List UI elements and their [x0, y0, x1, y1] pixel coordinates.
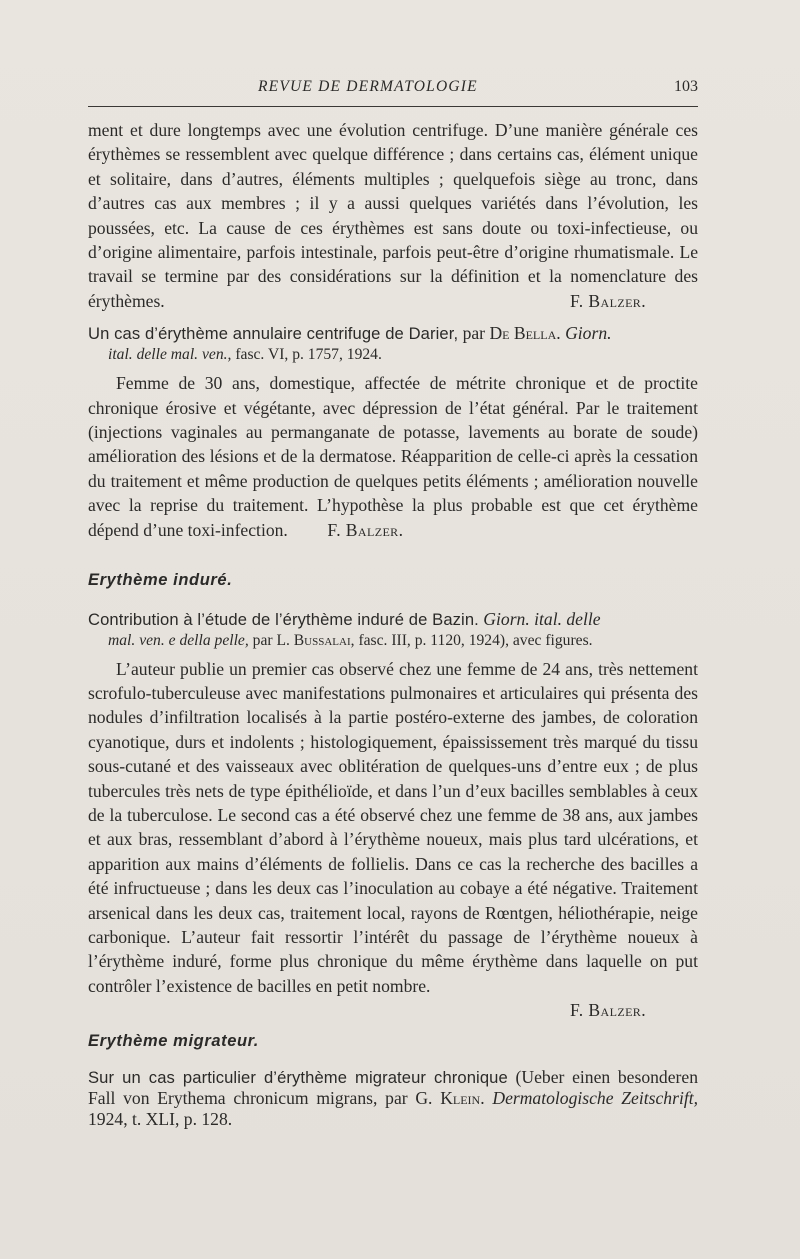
entry-journal-cont: mal. ven. e della pelle,	[108, 631, 249, 649]
signature-line	[88, 998, 698, 1022]
entry-author: Bussalai,	[293, 631, 355, 649]
entry-title	[88, 609, 698, 651]
entry-title	[88, 1067, 698, 1130]
signature: F. Balzer.	[570, 1000, 646, 1021]
entry-title-continuation	[88, 344, 698, 365]
entry-title	[88, 323, 698, 365]
entry-journal: Giorn. ital. delle	[483, 608, 601, 629]
abstract-paragraph	[88, 657, 698, 999]
entry-reference: 1924, t. XLI, p. 128.	[88, 1109, 233, 1130]
entry-original-title: (Ueber einen besonderen Fall von Erythema chronicum migrans,	[88, 1067, 698, 1109]
entry-by: par L.	[252, 631, 290, 649]
continued-paragraph-text: ment et dure longtemps avec une évolution centrifuge. D’une manière générale ces érythèmes se ressemblent avec quelque différence ; dans certains cas, élément unique et solitaire, dans d’autres, éléments multiples ; quelquefois siège au tronc, dans d’autres cas aux membres ; il y a aussi quelques variétés dans l’évolution, les poussées, etc. La cause de ces érythèmes est sans doute ou toxi-infectieuse, ou d’origine alimentaire, parfois intestinale, parfois peut-être d’origine rhumatismale. Le travail se termine par des considérations sur la définition et la nomenclature des érythèmes.	[88, 120, 698, 311]
entry-reference: fasc. III, p. 1120, 1924), avec figures.	[358, 631, 593, 649]
continued-paragraph	[88, 118, 698, 313]
entry-journal: Dermatologische Zeitschrift,	[492, 1088, 699, 1109]
signature-line	[88, 289, 698, 313]
entry-reference: fasc. VI, p. 1757, 1924.	[235, 346, 382, 364]
spacer	[88, 542, 698, 568]
signature: F. Balzer.	[327, 519, 404, 540]
entry-title-main: Contribution à l’étude de l’érythème induré de Bazin.	[88, 609, 479, 629]
section-heading: Erythème induré.	[88, 571, 233, 590]
running-title: REVUE DE DERMATOLOGIE	[258, 78, 478, 95]
abstract-paragraph	[88, 371, 698, 542]
abstract-text: L’auteur publie un premier cas observé chez une femme de 24 ans, très nettement scrofulo-tuberculeuse avec manifestations pulmonaires et articulaires qui présenta des nodules d’infiltration localisés à la partie postéro-externe des jambes, de coloration cyanotique, durs et indolents ; histologiquement, épaississement très marqué du tissu sous-cutané et des vaisseaux avec oblitération de quelques-uns d’entre eux ; de plus tubercules très nets de type épithélioïde, et dans l’un d’eux bacilles semblables à ceux de la tuberculose. Le second cas a été observé chez une femme de 38 ans, aux jambes et aux bras, ressemblant d’abord à l’érythème noueux, mais plus tard ulcérations, et apparition aux mains d’éléments de follielis. Dans ce cas la recherche des bacilles a été infructueuse ; dans les deux cas l’inoculation au cobaye a été négative. Traitement arsenical dans les deux cas, traitement local, rayons de Rœntgen, héliothérapie, neige carbonique. L’auteur fait ressortir l’intérêt du passage de l’érythème noueux à l’érythème induré, forme plus chronique du même érythème dans laquelle on put contrôler l’existence de bacilles en petit nombre.	[88, 658, 698, 996]
header-rule	[88, 106, 698, 107]
entry-title-continuation	[88, 630, 698, 651]
entry-journal-cont: ital. delle mal. ven.,	[108, 346, 232, 364]
page-body	[88, 118, 698, 1130]
entry-title-main: Un cas d’érythème annulaire centrifuge de Darier,	[88, 324, 459, 344]
entry-author: Klein.	[440, 1088, 485, 1109]
signature: F. Balzer.	[570, 290, 646, 311]
section-heading: Erythème migrateur.	[88, 1031, 259, 1050]
page-number: 103	[674, 78, 698, 95]
entry-by: par G.	[385, 1088, 433, 1109]
entry-title-main: Sur un cas particulier d’érythème migrateur chronique	[88, 1068, 508, 1088]
entry-author: De Bella.	[489, 323, 561, 344]
abstract-text: Femme de 30 ans, domestique, affectée de métrite chronique et de proctite chronique érosive et végétante, avec dépression de l’état général. Par le traitement (injections vaginales au permanganate de potasse, lavements au borate de soude) amélioration des lésions et de la dermatose. Réapparition de celle-ci après la cessation du traitement et même production de quelques petits éléments ; amélioration nouvelle avec la reprise du traitement. L’hypothèse la plus probable est que cet érythème dépend d’une toxi-infection.	[88, 373, 698, 540]
entry-journal: Giorn.	[565, 323, 612, 344]
page-header	[88, 78, 698, 102]
entry-by: par	[462, 323, 486, 344]
